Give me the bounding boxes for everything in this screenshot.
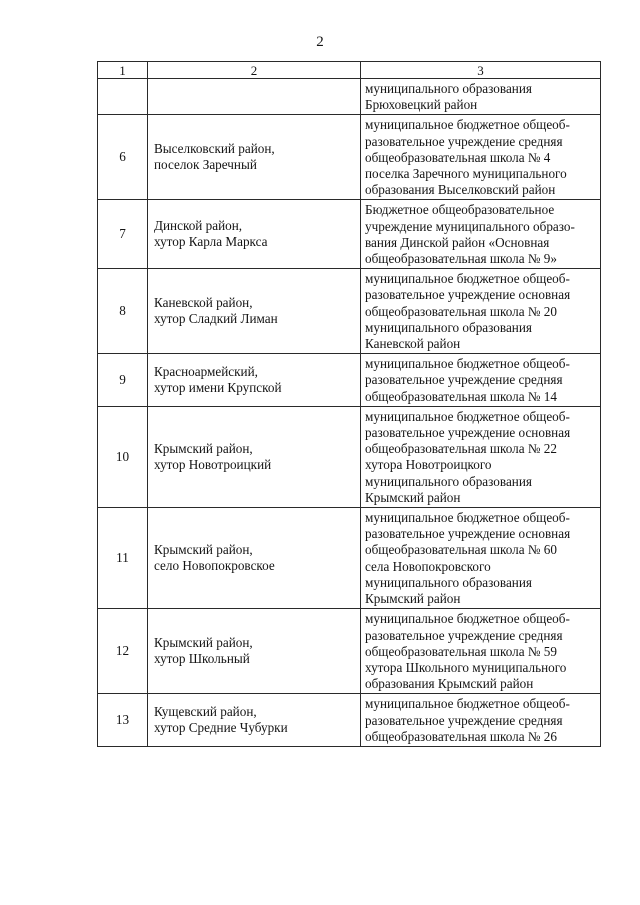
row-number: 10 [98, 406, 148, 507]
table-row [98, 694, 601, 747]
row-number: 13 [98, 694, 148, 747]
location-line: хутор Школьный [154, 651, 250, 667]
table-row [98, 609, 601, 694]
organization-line: муниципальное бюджетное общеоб- [365, 408, 570, 424]
organization-line: образования Крымский район [365, 676, 534, 692]
organization-cell [361, 694, 601, 747]
location-line: хутор Сладкий Лиман [154, 311, 278, 327]
column-header-1: 1 [98, 62, 148, 79]
organization-line: общеобразовательная школа № 4 [365, 149, 551, 165]
organization-cell [361, 115, 601, 200]
organization-line: муниципальное бюджетное общеоб- [365, 510, 570, 526]
location-cell [148, 694, 361, 747]
organization-line: разовательное учреждение основная [365, 425, 571, 441]
row-number: 9 [98, 354, 148, 407]
schools-table [97, 61, 601, 747]
location-line: Крымский район, [154, 440, 253, 456]
location-line: Динской район, [154, 218, 243, 234]
organization-line: муниципального образования [365, 473, 532, 489]
organization-cell [361, 609, 601, 694]
row-number: 8 [98, 269, 148, 354]
organization-line: муниципального образования [365, 81, 532, 96]
organization-line: муниципальное бюджетное общеоб- [365, 611, 570, 627]
organization-line: общеобразовательная школа № 14 [365, 388, 557, 404]
organization-line: муниципальное бюджетное общеоб- [365, 356, 570, 372]
organization-line: муниципального образования [365, 574, 532, 590]
location-line: хутор имени Крупской [154, 380, 282, 396]
organization-cell [361, 79, 601, 115]
organization-line: учреждение муниципального образо- [365, 218, 575, 234]
location-cell [148, 508, 361, 609]
organization-line: Каневской район [365, 336, 461, 352]
organization-line: муниципальное бюджетное общеоб- [365, 271, 570, 287]
table-row [98, 354, 601, 407]
location-line: Выселковский район, [154, 141, 275, 157]
row-number: 11 [98, 508, 148, 609]
location-cell [148, 269, 361, 354]
location-cell [148, 200, 361, 269]
organization-line: общеобразовательная школа № 20 [365, 303, 557, 319]
location-line: хутор Средние Чубурки [154, 720, 288, 736]
page-number: 2 [316, 34, 324, 50]
table-body [98, 79, 601, 747]
organization-line: Брюховецкий район [365, 97, 478, 113]
organization-cell [361, 508, 601, 609]
organization-line: хутора Новотроицкого [365, 457, 492, 473]
organization-cell [361, 354, 601, 407]
row-number [98, 79, 148, 115]
table-row [98, 269, 601, 354]
location-line: хутор Новотроицкий [154, 456, 272, 472]
organization-line: общеобразовательная школа № 60 [365, 542, 557, 558]
location-cell [148, 406, 361, 507]
location-cell [148, 79, 361, 115]
organization-line: общеобразовательная школа № 22 [365, 441, 557, 457]
organization-line: разовательное учреждение средняя [365, 133, 563, 149]
row-number: 6 [98, 115, 148, 200]
location-cell [148, 354, 361, 407]
table-row [98, 200, 601, 269]
location-line: Крымский район, [154, 541, 253, 557]
organization-line: Крымский район [365, 489, 461, 505]
row-number: 7 [98, 200, 148, 269]
location-line: село Новопокровское [154, 558, 275, 574]
organization-line: муниципальное бюджетное общеоб- [365, 117, 570, 133]
organization-cell [361, 406, 601, 507]
table-header-row [98, 62, 601, 79]
location-line: Крымский район, [154, 635, 253, 651]
location-line: хутор Карла Маркса [154, 234, 268, 250]
organization-line: общеобразовательная школа № 59 [365, 643, 557, 659]
location-line: Каневской район, [154, 295, 253, 311]
organization-line: общеобразовательная школа № 26 [365, 728, 557, 744]
table-row [98, 406, 601, 507]
organization-line: разовательное учреждение основная [365, 526, 571, 542]
column-header-3: 3 [361, 62, 601, 79]
column-header-2: 2 [148, 62, 361, 79]
table-row [98, 508, 601, 609]
organization-line: разовательное учреждение средняя [365, 627, 563, 643]
organization-line: муниципального образования [365, 319, 532, 335]
organization-line: разовательное учреждение основная [365, 287, 571, 303]
organization-line: Бюджетное общеобразовательное [365, 202, 555, 218]
organization-line: вания Динской район «Основная [365, 234, 550, 250]
organization-line: хутора Школьного муниципального [365, 659, 567, 675]
organization-line: села Новопокровского [365, 558, 491, 574]
organization-line: муниципальное бюджетное общеоб- [365, 696, 570, 712]
organization-line: поселка Заречного муниципального [365, 166, 567, 182]
location-cell [148, 115, 361, 200]
organization-line: разовательное учреждение средняя [365, 712, 563, 728]
organization-cell [361, 269, 601, 354]
location-line: Красноармейский, [154, 363, 258, 379]
location-cell [148, 609, 361, 694]
table-row [98, 79, 601, 115]
organization-line: разовательное учреждение средняя [365, 372, 563, 388]
row-number: 12 [98, 609, 148, 694]
location-line: поселок Заречный [154, 157, 257, 173]
organization-line: образования Выселковский район [365, 182, 556, 198]
table-row [98, 115, 601, 200]
organization-line: общеобразовательная школа № 9» [365, 251, 557, 267]
location-line: Кущевский район, [154, 703, 257, 719]
organization-cell [361, 200, 601, 269]
organization-line: Крымский район [365, 591, 461, 607]
